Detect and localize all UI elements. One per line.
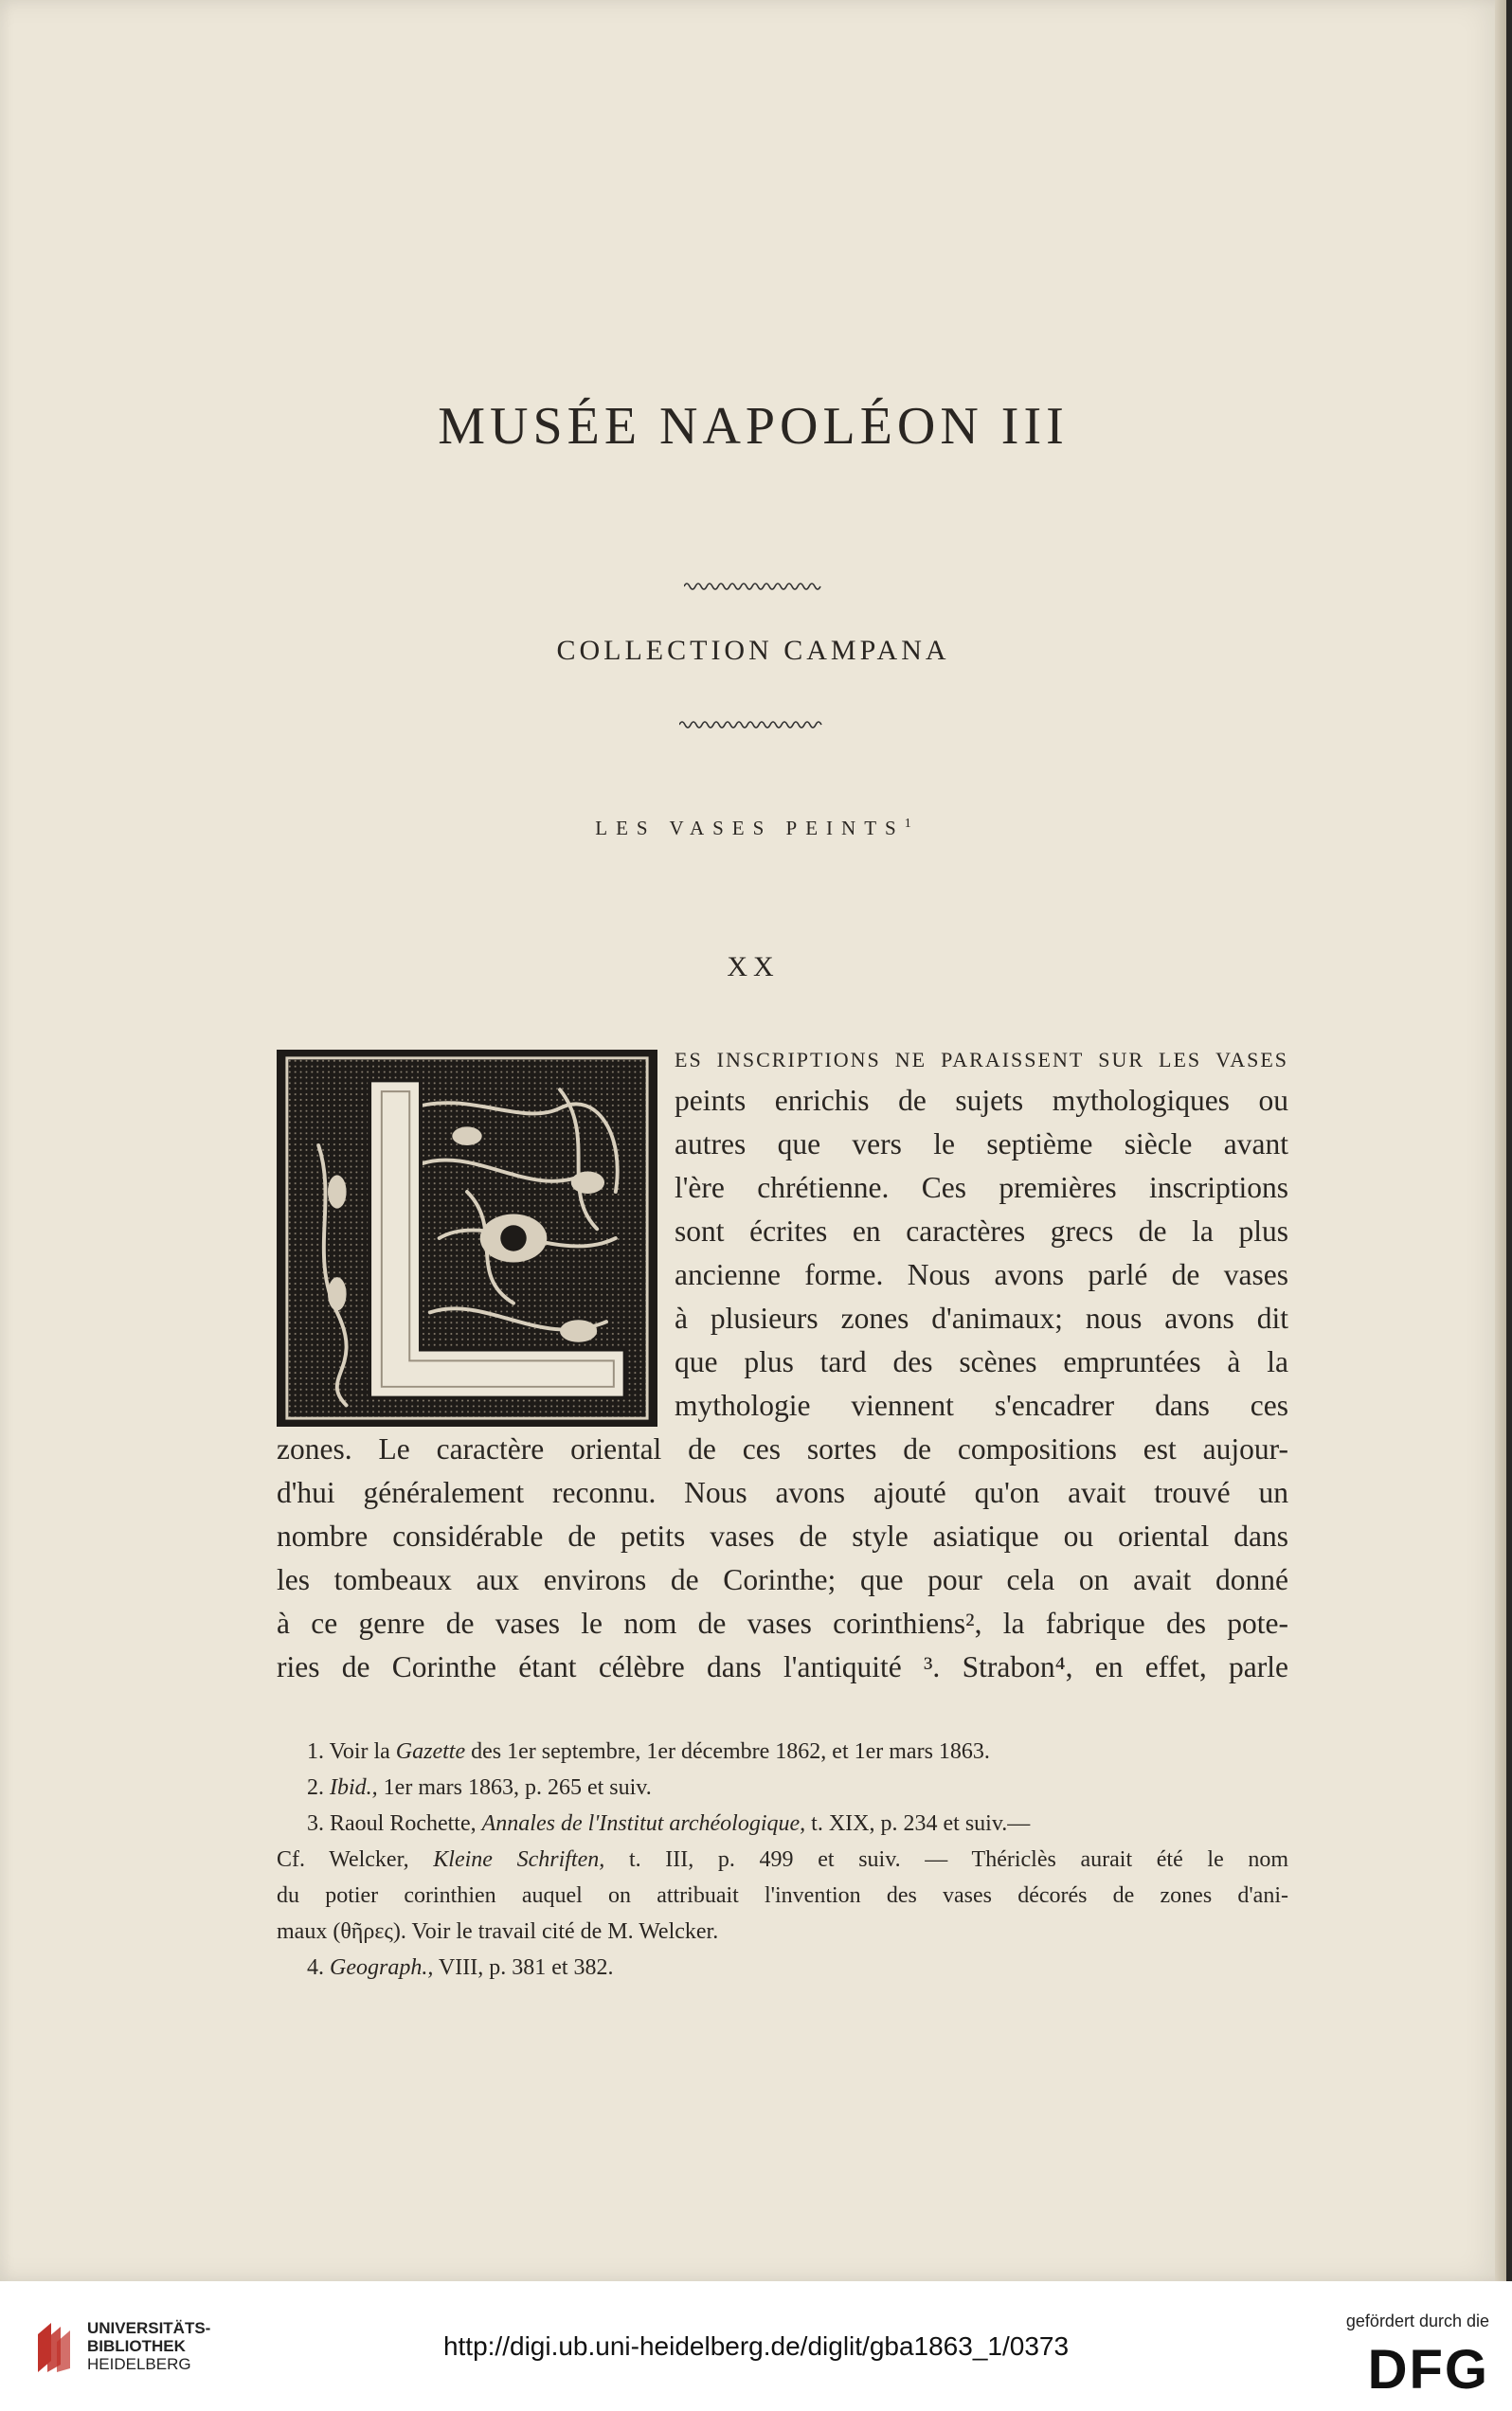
footnote-3-line-4: maux (θῆρες). Voir le travail cité de M. Welcker. (277, 1919, 719, 1944)
chapter-numeral: XX (727, 951, 780, 982)
footnote-3: 3. Raoul Rochette, Annales de l'Institut archéologique, t. XIX, p. 234 et suiv.— (307, 1811, 1031, 1836)
footnote-3-line-2: Cf. Welcker, Kleine Schriften, t. III, p. 499 et suiv. — Thériclès aurait été le nom (277, 1847, 1289, 1872)
footnote-4: 4. Geograph., VIII, p. 381 et 382. (307, 1955, 614, 1980)
sponsor-label: gefördert durch die (1345, 2312, 1489, 2330)
body-line-3: autres que vers le septième siècle avant (675, 1127, 1288, 1161)
body-line-12: nombre considérable de petits vases de style asiatique ou oriental dans (277, 1520, 1288, 1553)
footnote-1: 1. Voir la Gazette des 1er septembre, 1er décembre 1862, et 1er mars 1863. (307, 1739, 990, 1764)
body-line-8: que plus tard des scènes empruntées à la (675, 1345, 1288, 1378)
body-line-5: sont écrites en caractères grecs de la plus (675, 1214, 1288, 1248)
wavy-rule-top (0, 574, 1506, 593)
body-line-10: zones. Le caractère oriental de ces sortes de compositions est aujour- (277, 1432, 1288, 1466)
decorated-initial-letter (277, 1050, 657, 1427)
section-heading (0, 817, 1506, 840)
dfg-logo[interactable]: DFG (1367, 2339, 1489, 2401)
body-line-9: mythologie viennent s'encadrer dans ces (675, 1389, 1288, 1422)
body-line-13: les tombeaux aux environs de Corinthe; que pour cela on avait donné (277, 1563, 1288, 1596)
body-line-15: ries de Corinthe étant célèbre dans l'antiquité ³. Strabon⁴, en effet, parle (277, 1650, 1288, 1683)
body-line-11: d'hui généralement reconnu. Nous avons ajouté qu'on avait trouvé un (277, 1476, 1288, 1509)
body-line-6: ancienne forme. Nous avons parlé de vases (675, 1258, 1288, 1291)
page-title: MUSÉE NAPOLÉON III (438, 397, 1069, 456)
library-name: UNIVERSITÄTS- BIBLIOTHEK HEIDELBERG (87, 2319, 211, 2373)
section-heading-text: LES VASES PEINTS (595, 817, 905, 839)
ornament-initial-icon (279, 1053, 655, 1424)
footnote-3-line-3: du potier corinthien auquel on attribuait l'invention des vases décorés de zones d'ani- (277, 1883, 1288, 1908)
section-footnote-ref: 1 (904, 817, 911, 831)
body-line-7: à plusieurs zones d'animaux; nous avons dit (675, 1302, 1288, 1335)
page-edge-shadow (1495, 0, 1506, 2281)
collection-subtitle: COLLECTION CAMPANA (556, 635, 950, 666)
body-line-4: l'ère chrétienne. Ces premières inscriptions (675, 1171, 1288, 1204)
body-line-2: peints enrichis de sujets mythologiques ou (675, 1084, 1288, 1117)
body-line-1: es inscriptions ne paraissent sur les vases (675, 1040, 1288, 1073)
permalink-url[interactable]: http://digi.ub.uni-heidelberg.de/diglit/gba1863_1/0373 (442, 2331, 1070, 2361)
footnote-2: 2. Ibid., 1er mars 1863, p. 265 et suiv. (307, 1775, 652, 1800)
wavy-rule-bottom (0, 712, 1506, 731)
body-line-14: à ce genre de vases le nom de vases corinthiens², la fabrique des pote- (277, 1607, 1288, 1640)
